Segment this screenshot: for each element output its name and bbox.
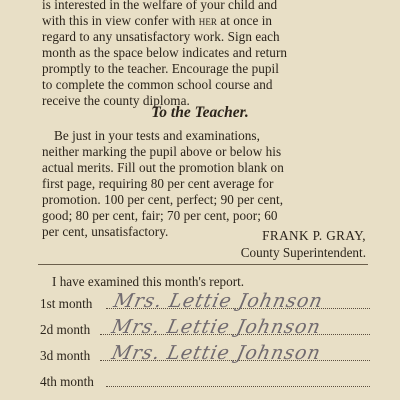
teacher-notice <box>42 128 368 240</box>
month-label: 3d month <box>40 348 91 363</box>
parent-notice-line: month as the space below indicates and return <box>42 45 288 60</box>
teacher-notice-line: Be just in your tests and examinations, <box>54 128 260 143</box>
parent-signature: Mrs. Lettie Johnson <box>109 342 324 364</box>
parent-notice-text: with this in view confer with <box>42 13 199 28</box>
month-row-1 <box>40 292 370 312</box>
divider <box>38 264 368 265</box>
parent-signature: Mrs. Lettie Johnson <box>109 316 324 338</box>
parent-notice-line: is interested in the welfare of your child and <box>42 0 278 12</box>
examined-statement: I have examined this month's report. <box>52 274 245 289</box>
teacher-notice-line: per cent, unsatisfactory. <box>42 224 169 239</box>
month-label: 4th month <box>40 374 94 389</box>
parent-notice-line: promptly to the teacher. Encourage the pupil <box>42 61 279 76</box>
parent-notice-text: at once in <box>216 13 273 28</box>
month-label: 1st month <box>40 296 93 311</box>
teacher-notice-line: actual merits. Fill out the promotion blank on <box>42 160 284 175</box>
month-row-4 <box>40 370 370 390</box>
signature-line <box>106 386 370 387</box>
month-row-3 <box>40 344 370 364</box>
parent-notice-line: to complete the common school course and <box>42 77 273 92</box>
parent-notice <box>42 0 368 109</box>
parent-notice-line: receive the county diploma. <box>42 93 190 108</box>
parent-signature: Mrs. Lettie Johnson <box>111 290 326 312</box>
superintendent-name: FRANK P. GRAY, <box>262 228 366 243</box>
month-label: 2d month <box>40 322 91 337</box>
month-row-2 <box>40 318 370 338</box>
teacher-notice-line: neither marking the pupil above or below his <box>42 144 282 159</box>
teacher-notice-line: promotion. 100 per cent, perfect; 90 per cent, <box>42 192 284 207</box>
superintendent-title: County Superintendent. <box>240 245 366 260</box>
teacher-notice-line: first page, requiring 80 per cent average for <box>42 176 274 191</box>
parent-notice-line <box>42 13 368 29</box>
teacher-notice-line: good; 80 per cent, fair; 70 per cent, poor; 60 <box>42 208 278 223</box>
her-word: her <box>198 13 217 28</box>
teacher-heading: To the Teacher. <box>151 104 249 121</box>
parent-notice-line: regard to any unsatisfactory work. Sign each <box>42 29 280 44</box>
